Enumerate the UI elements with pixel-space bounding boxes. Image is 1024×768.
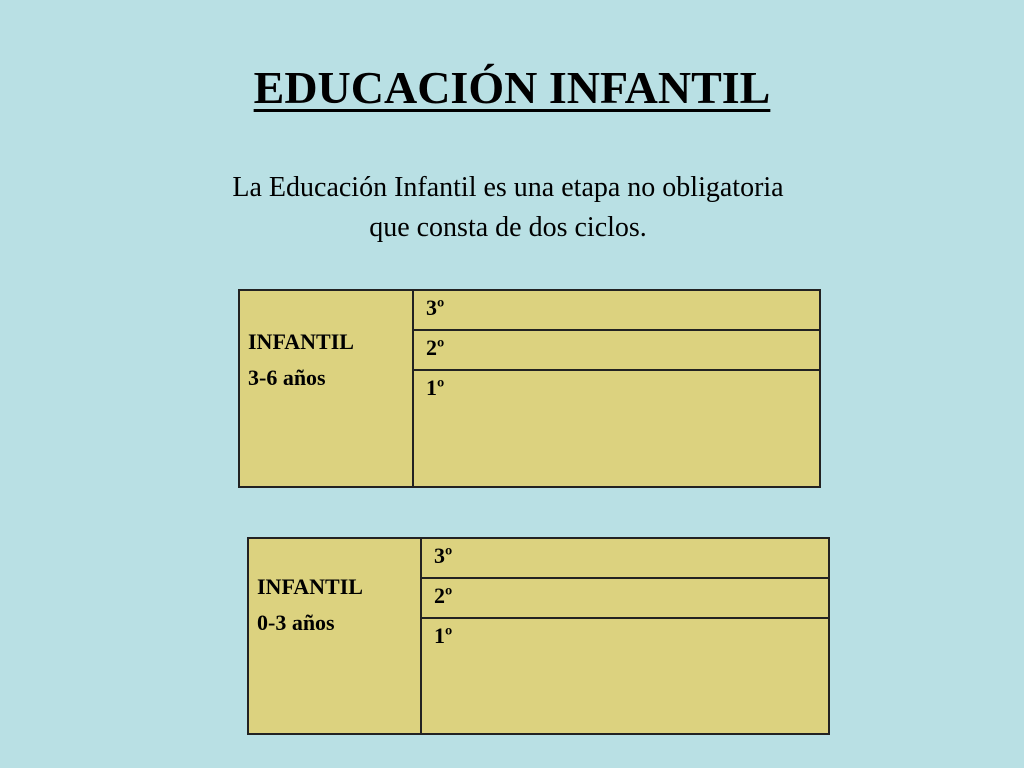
cycle-ages: 0-3 años [257,610,335,635]
slide-subtitle [100,168,916,248]
cycle-table-3-6 [238,289,821,488]
cycle-name: INFANTIL [248,329,354,354]
course-label: 2º [434,583,453,608]
subtitle-line-2: que consta de dos ciclos. [369,212,647,243]
course-row [412,291,819,331]
course-label: 3º [434,543,453,568]
course-label: 2º [426,335,445,360]
course-label: 1º [434,623,453,648]
course-label: 3º [426,295,445,320]
course-row [412,371,819,486]
cycle-label [248,324,354,396]
cycle-ages: 3-6 años [248,365,326,390]
cycle-label-cell [249,539,422,733]
slide-title-text: EDUCACIÓN INFANTIL [253,62,771,113]
cycle-label-cell [240,291,414,486]
course-row [420,619,828,733]
course-row [420,579,828,619]
cycle-name: INFANTIL [257,574,363,599]
course-row [420,539,828,579]
cycle-table-0-3 [247,537,830,735]
subtitle-line-1: La Educación Infantil es una etapa no obligatoria [232,172,784,203]
cycle-label [257,569,363,641]
course-row [412,331,819,371]
course-label: 1º [426,375,445,400]
slide-title [0,58,1024,118]
